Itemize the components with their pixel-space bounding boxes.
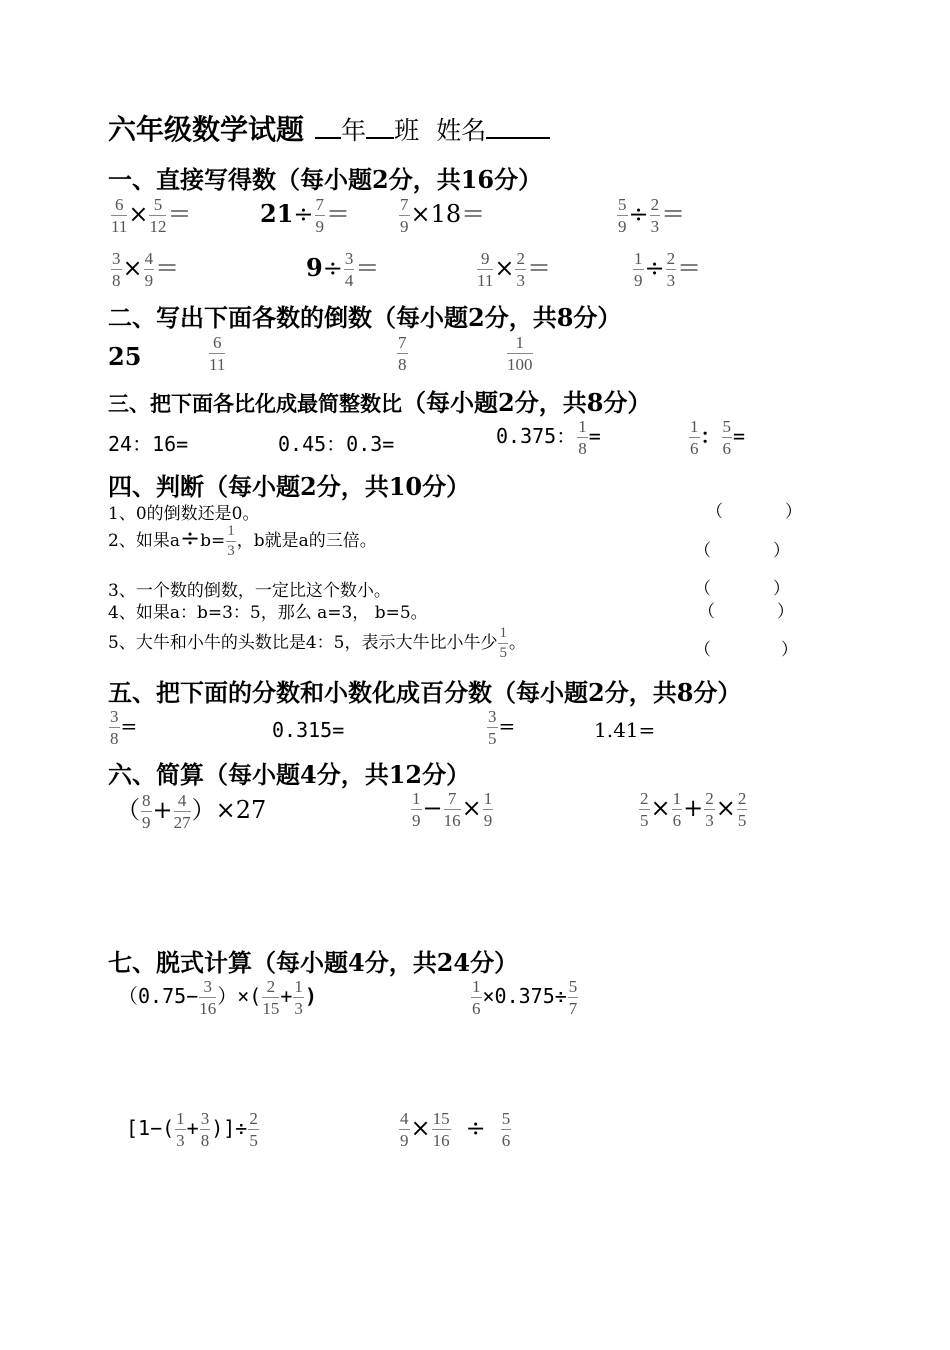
numerator: 5 (501, 1109, 511, 1128)
denominator: 6 (672, 811, 682, 830)
denominator: 16 (443, 811, 461, 830)
s1-problem-4: $\frac{5}{9}$ ÷ $\frac{2}{3}$ ＝ (618, 195, 686, 236)
numerator: 3 (344, 249, 354, 268)
numerator: 6 (209, 334, 225, 354)
denominator: 4 (344, 271, 354, 290)
numerator: 7 (400, 195, 409, 214)
numerator: 1 (226, 524, 236, 542)
denominator: 9 (483, 811, 493, 830)
denominator: 9 (142, 813, 151, 832)
numerator: 1 (483, 789, 493, 808)
fraction (174, 792, 191, 831)
fraction (737, 790, 748, 829)
fraction (432, 1110, 451, 1149)
denominator: 6 (722, 439, 731, 458)
fraction (411, 790, 422, 829)
denominator: 5 (499, 645, 507, 661)
denominator: 3 (650, 217, 660, 236)
judge-q4-answer[interactable]: （ ） (698, 602, 794, 622)
denominator: 15 (262, 999, 280, 1018)
numerator: 1 (472, 977, 481, 996)
fraction (344, 250, 355, 289)
denominator: 3 (227, 543, 235, 559)
numerator: 1 (412, 789, 421, 808)
fraction (444, 790, 461, 829)
denominator: 6 (501, 1131, 511, 1150)
fraction (487, 708, 498, 747)
denominator: 8 (110, 729, 119, 748)
denominator: 3 (176, 1131, 185, 1150)
fraction (477, 250, 493, 289)
fraction (315, 196, 326, 235)
numerator: 1 (672, 789, 682, 808)
denominator: 5 (249, 1131, 258, 1150)
numerator: 1 (498, 626, 508, 644)
s5-problem-4: 1.41= (594, 718, 656, 742)
fraction (483, 790, 494, 829)
s2-fraction-3 (506, 334, 534, 373)
page-header (108, 108, 550, 148)
fraction (498, 626, 508, 661)
numerator: 1 (690, 417, 699, 436)
denominator: 12 (149, 217, 167, 236)
numerator: 1 (176, 1109, 185, 1128)
numerator: 3 (488, 707, 497, 726)
fraction (149, 196, 166, 235)
fraction (397, 334, 408, 373)
section5-heading: 五、把下面的分数和小数化成百分数（每小题2分，共8分） (108, 678, 742, 707)
fraction (109, 708, 120, 747)
denominator: 16 (432, 1131, 450, 1150)
s3-ratio-3: 0.375： $\frac{1}{8}$ = (496, 417, 601, 458)
fraction (175, 1110, 186, 1149)
denominator: 7 (568, 999, 578, 1018)
numerator: 2 (516, 249, 525, 268)
s5-problem-2: 0.315= (272, 718, 345, 742)
fraction (144, 250, 155, 289)
denominator: 8 (398, 355, 407, 374)
s5-problem-1: $\frac{3}{8}$ = (110, 707, 138, 748)
judge-q1: 1、0的倒数还是0。 (108, 504, 260, 524)
fraction (111, 196, 127, 235)
s7-problem-4: $\frac{4}{9}$ × $\frac{15}{16}$ ÷ $\frac{5}{6}$ (400, 1109, 511, 1150)
numerator: 7 (315, 195, 325, 214)
year-label: 年 (341, 116, 367, 145)
fraction (501, 1110, 512, 1149)
judge-q3: 3、一个数的倒数，一定比这个数小。 (108, 581, 391, 601)
fraction (722, 418, 733, 457)
section1-heading: 一、直接写得数（每小题2分，共16分） (108, 165, 543, 194)
fraction (639, 790, 650, 829)
denominator: 8 (200, 1131, 210, 1150)
denominator: 3 (516, 271, 525, 290)
numerator: 1 (294, 977, 303, 996)
fraction (577, 418, 588, 457)
fraction (704, 790, 715, 829)
numerator: 2 (737, 789, 747, 808)
section2-heading: 二、写出下面各数的倒数（每小题2分，共8分） (108, 303, 622, 332)
denominator: 9 (400, 217, 409, 236)
s7-problem-2: $\frac{1}{6}$ ×0.375÷ $\frac{5}{7}$ (472, 977, 578, 1018)
year-blank[interactable] (315, 136, 341, 139)
denominator: 3 (294, 999, 303, 1018)
section6-heading: 六、简算（每小题4分，共12分） (108, 760, 471, 789)
s1-problem-2: 21÷ $\frac{7}{9}$ ＝ (260, 195, 351, 236)
denominator: 5 (488, 729, 497, 748)
denominator: 11 (477, 271, 494, 290)
fraction (633, 250, 644, 289)
denominator: 100 (507, 355, 533, 374)
s1-problem-3: $\frac{7}{9}$ ×18＝ (400, 195, 486, 236)
numerator: 3 (199, 978, 216, 998)
judge-q5: 5、大牛和小牛的头数比是4：5，表示大牛比小牛少 $\frac{1}{5}$ 。 (108, 625, 526, 661)
fraction (471, 978, 482, 1017)
numerator: 2 (249, 1109, 258, 1128)
s7-problem-3: [1−( $\frac{1}{3}$ + $\frac{3}{8}$ )]÷ $\frac{2}{5}$ (126, 1109, 258, 1150)
denominator: 6 (690, 439, 699, 458)
s1-problem-6: 9÷ $\frac{3}{4}$ ＝ (306, 249, 380, 290)
s5-problem-3: $\frac{3}{5}$ = (488, 707, 516, 748)
name-blank[interactable] (486, 136, 550, 139)
numerator: 1 (578, 417, 587, 436)
numerator: 2 (650, 195, 660, 214)
denominator: 3 (666, 271, 676, 290)
fraction (617, 196, 628, 235)
numerator: 3 (110, 707, 119, 726)
judge-q5-answer[interactable]: （ ） (694, 640, 798, 660)
class-label: 班 (394, 116, 420, 145)
fraction (141, 792, 152, 831)
fraction (226, 524, 236, 559)
numerator: 2 (705, 789, 714, 808)
page-title: 六年级数学试题 (108, 113, 305, 146)
numerator: 5 (618, 195, 627, 214)
denominator: 5 (640, 811, 649, 830)
fraction (666, 250, 677, 289)
s3-ratio-1: 24：16= (108, 432, 189, 456)
fraction (293, 978, 304, 1017)
s6-problem-2: $\frac{1}{9}$ − $\frac{7}{16}$ × $\frac{1}{9}$ (412, 789, 493, 830)
fraction (515, 250, 526, 289)
numerator: 4 (144, 249, 154, 268)
denominator: 6 (472, 999, 481, 1018)
fraction (399, 196, 410, 235)
denominator: 8 (578, 439, 587, 458)
fraction (689, 418, 700, 457)
denominator: 3 (705, 811, 714, 830)
fraction (209, 334, 225, 373)
denominator: 9 (618, 217, 627, 236)
fraction (200, 1110, 211, 1149)
fraction (650, 196, 661, 235)
judge-q4: 4、如果a：b=3：5，那么 a=3， b=5。 (108, 603, 428, 623)
numerator: 1 (507, 334, 533, 354)
denominator: 9 (400, 1131, 409, 1150)
s7-problem-1: （0.75− $\frac{3}{16}$ ）×( $\frac{2}{15}$ + $\frac{1}{3}$ ) (118, 977, 317, 1018)
numerator: 2 (262, 978, 279, 998)
denominator: 16 (199, 999, 217, 1018)
s2-fraction-2 (396, 334, 409, 373)
numerator: 4 (400, 1109, 409, 1128)
numerator: 7 (398, 333, 407, 352)
s6-problem-3: $\frac{2}{5}$ × $\frac{1}{6}$ + $\frac{2}{3}$ × $\frac{2}{5}$ (640, 789, 747, 830)
numerator: 2 (666, 249, 676, 268)
numerator: 3 (200, 1109, 210, 1128)
numerator: 7 (444, 790, 461, 810)
numerator: 8 (142, 791, 151, 810)
s1-problem-5: $\frac{3}{8}$ × $\frac{4}{9}$ ＝ (112, 249, 180, 290)
numerator: 4 (174, 792, 191, 812)
section3-heading: 三、把下面各比化成最简整数比（每小题2分，共8分） (108, 388, 652, 417)
fraction (248, 1110, 259, 1149)
fraction (507, 334, 533, 373)
denominator: 5 (737, 811, 747, 830)
denominator: 11 (209, 355, 226, 374)
fraction (568, 978, 579, 1017)
denominator: 8 (112, 271, 121, 290)
fraction (199, 978, 216, 1017)
denominator: 11 (111, 217, 128, 236)
judge-q1-answer[interactable]: （ ） (706, 502, 802, 522)
denominator: 9 (634, 271, 643, 290)
denominator: 27 (173, 813, 191, 832)
section7-heading: 七、脱式计算（每小题4分，共24分） (108, 948, 519, 977)
numerator: 1 (634, 249, 643, 268)
s6-problem-1: （ $\frac{8}{9}$ + $\frac{4}{27}$ ）×27 (116, 791, 267, 832)
fraction (672, 790, 683, 829)
fraction (399, 1110, 410, 1149)
s1-problem-7: $\frac{9}{11}$ × $\frac{2}{3}$ ＝ (477, 249, 551, 290)
judge-q2-answer[interactable]: （ ） (694, 541, 790, 561)
s2-number-25: 25 (108, 342, 142, 371)
judge-q2: 2、如果a÷b= $\frac{1}{3}$ ，b就是a的三倍。 (108, 523, 377, 559)
numerator: 2 (640, 789, 649, 808)
numerator: 5 (149, 196, 166, 216)
s1-problem-1: $\frac{6}{11}$ × $\frac{5}{12}$ ＝ (111, 195, 192, 236)
s1-problem-8: $\frac{1}{9}$ ÷ $\frac{2}{3}$ ＝ (634, 249, 702, 290)
fraction (111, 250, 122, 289)
denominator: 9 (144, 271, 154, 290)
numerator: 5 (568, 977, 578, 996)
denominator: 9 (412, 811, 421, 830)
numerator: 5 (722, 417, 731, 436)
class-blank[interactable] (366, 136, 394, 139)
judge-q3-answer[interactable]: （ ） (694, 579, 790, 599)
name-label: 姓名 (436, 116, 487, 145)
fraction (262, 978, 279, 1017)
s3-ratio-2: 0.45：0.3= (278, 432, 395, 456)
s3-ratio-4: $\frac{1}{6}$ ： $\frac{5}{6}$ = (690, 417, 746, 458)
numerator: 9 (477, 250, 493, 270)
numerator: 6 (111, 196, 127, 216)
s2-fraction-1 (208, 334, 226, 373)
numerator: 3 (112, 249, 121, 268)
denominator: 9 (315, 217, 325, 236)
numerator: 15 (432, 1109, 450, 1128)
section4-heading: 四、判断（每小题2分，共10分） (108, 472, 471, 501)
